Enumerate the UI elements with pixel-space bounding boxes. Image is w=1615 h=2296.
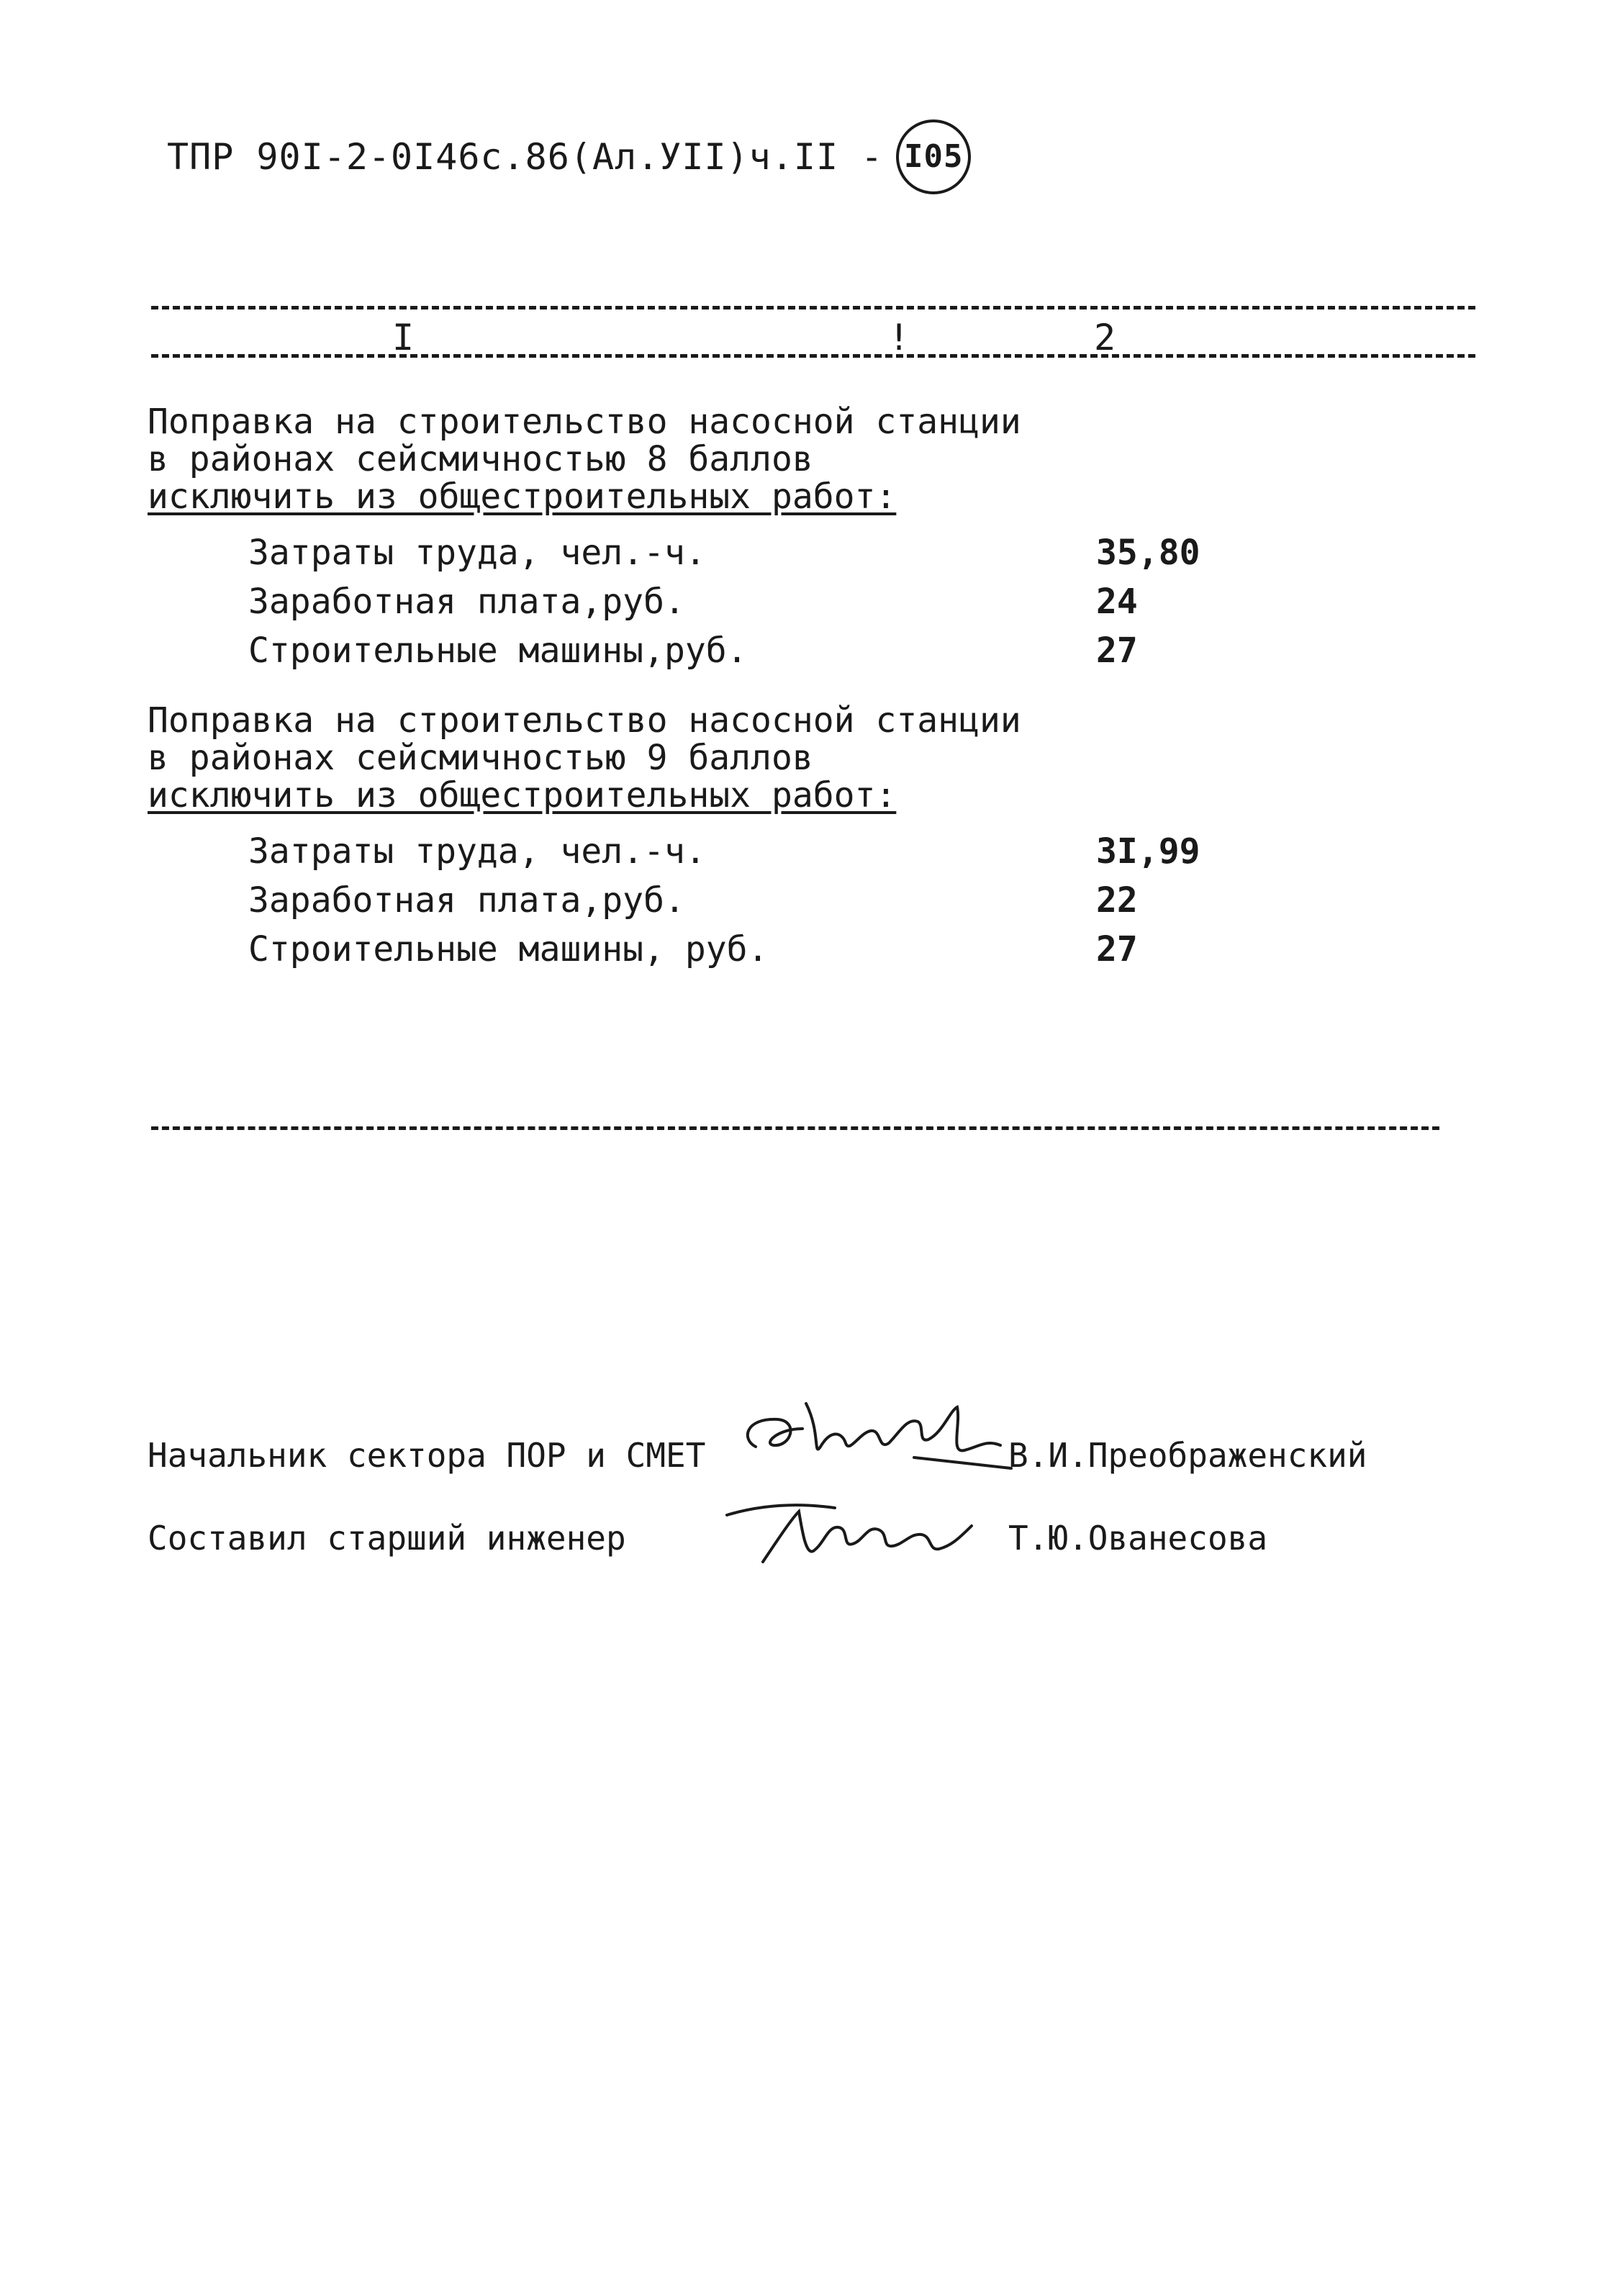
- section-2-title-line1: Поправка на строительство насосной станции: [148, 700, 1021, 741]
- table-top-rule: [151, 306, 1475, 309]
- signer-name: В.И.Преображенский: [1008, 1436, 1367, 1475]
- item-value: 27: [1096, 631, 1138, 671]
- section-2-title-line3: исключить из общестроительных работ:: [148, 775, 897, 815]
- section-1-title-line1: Поправка на строительство насосной станции: [148, 402, 1021, 442]
- signature-compiler-handwritten: [720, 1483, 979, 1576]
- item-value: 22: [1096, 880, 1138, 921]
- item-label: Строительные машины,руб.: [248, 631, 748, 671]
- signer-role: Начальник сектора ПОР и СМЕТ: [148, 1436, 706, 1475]
- signer-role: Составил старший инженер: [148, 1519, 626, 1558]
- section-2-title-line2: в районах сейсмичностью 9 баллов: [148, 738, 813, 778]
- item-label: Строительные машины, руб.: [248, 929, 769, 970]
- section-2-title: [148, 702, 1021, 814]
- column-header-1: I: [392, 317, 415, 358]
- table-bottom-rule: [151, 1126, 1439, 1130]
- table-header-rule: [151, 354, 1475, 358]
- section-1-title: [148, 403, 1021, 515]
- item-label: Затраты труда, чел.-ч.: [248, 831, 706, 872]
- column-separator: !: [888, 317, 910, 358]
- section-1-title-line3: исключить из общестроительных работ:: [148, 476, 897, 517]
- document-header: [167, 119, 971, 194]
- item-value: 3I,99: [1096, 831, 1200, 872]
- page-number: I05: [896, 119, 971, 194]
- item-label: Заработная плата,руб.: [248, 880, 685, 921]
- section-1-title-line2: в районах сейсмичностью 8 баллов: [148, 439, 813, 479]
- signature-head-handwritten: [734, 1389, 1015, 1483]
- item-value: 35,80: [1096, 533, 1200, 573]
- document-code: ТПР 90I-2-0I46с.86(Ал.УII)ч.II -: [167, 136, 884, 178]
- item-value: 27: [1096, 929, 1138, 970]
- signer-name: Т.Ю.Ованесова: [1008, 1519, 1268, 1558]
- item-label: Заработная плата,руб.: [248, 582, 685, 622]
- item-value: 24: [1096, 582, 1138, 622]
- item-label: Затраты труда, чел.-ч.: [248, 533, 706, 573]
- column-header-2: 2: [1094, 317, 1116, 358]
